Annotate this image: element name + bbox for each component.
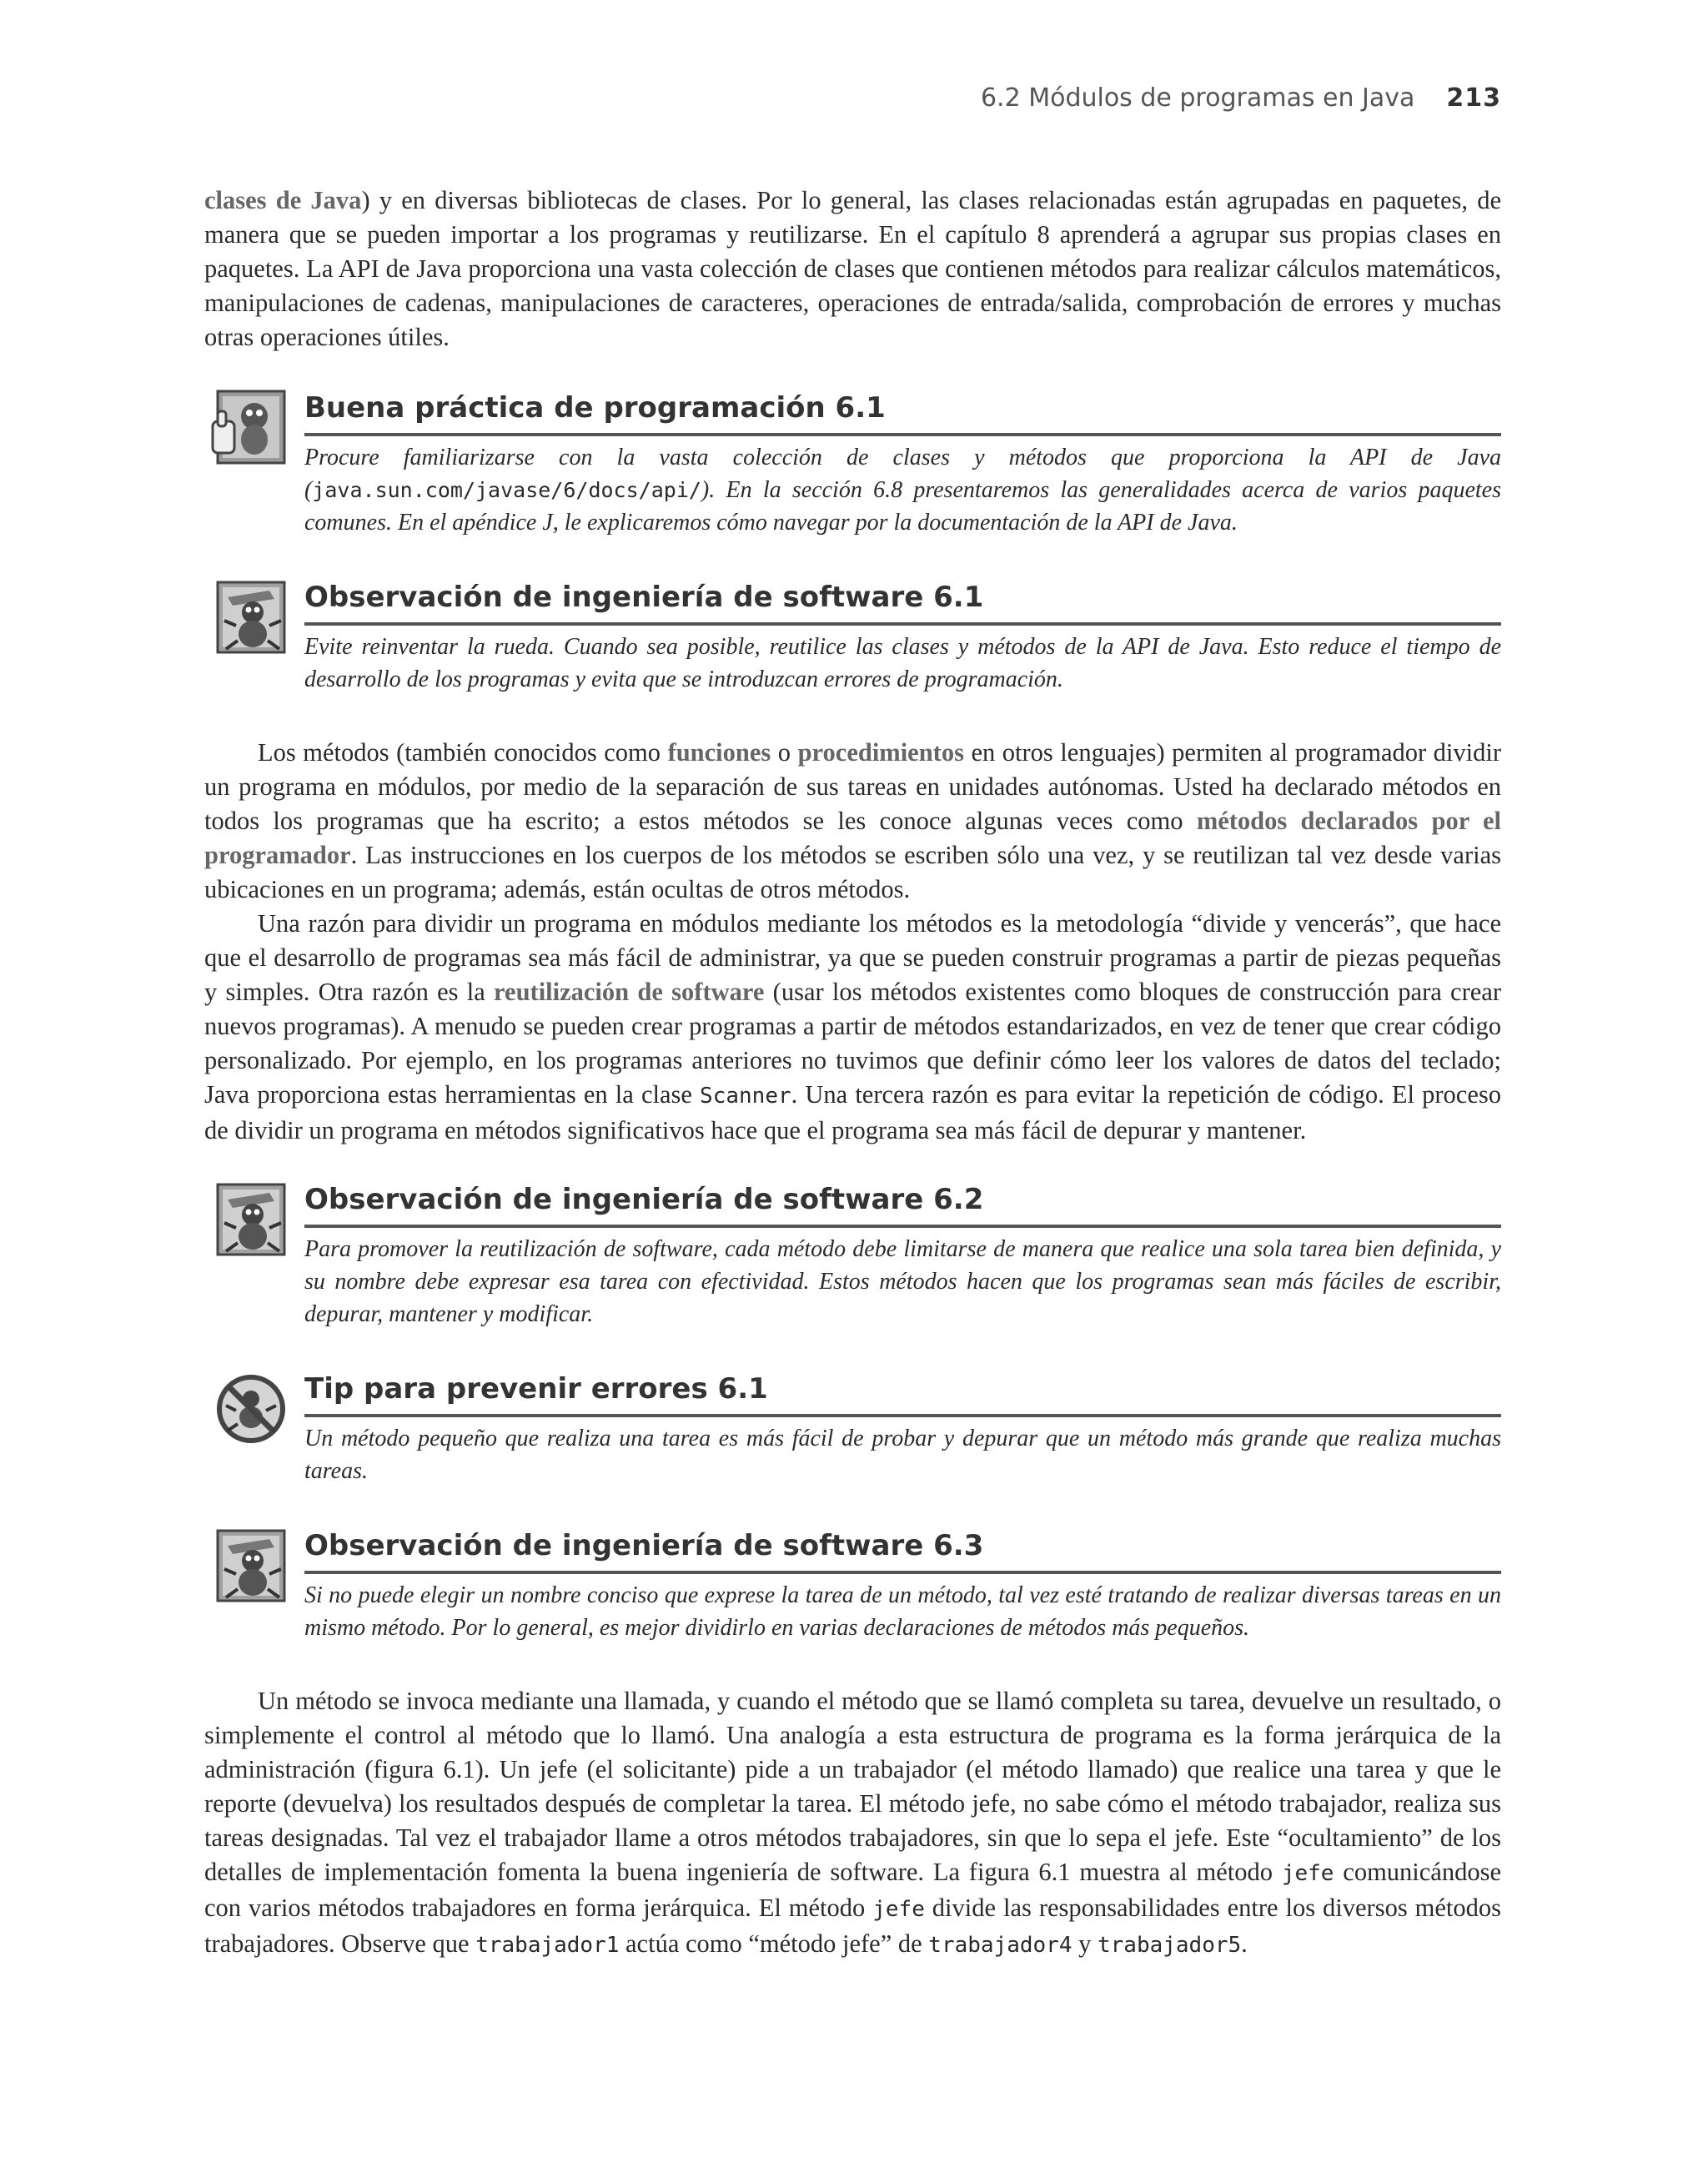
no-bug-icon xyxy=(211,1367,288,1451)
code-trabajador1: trabajador1 xyxy=(475,1933,620,1958)
paragraph-2: Los métodos (también conocidos como funciones o procedimientos en otros lenguajes) permiten al programador dividir un programa en módulos, por medio de la separación de sus tareas en unidades autónomas. Usted ha declarado métodos en todos los programas que ha escrito; a estos métodos se les conoce algunas veces como métodos declarados por el programador. Las instrucciones en los cuerpos de los métodos se escriben sólo una vez, y se reutilizan tal vez desde varias ubicaciones en un programa; además, están ocultas de otros métodos. xyxy=(204,738,1502,903)
keyword-funciones: funciones xyxy=(667,738,771,767)
software-engineering-box xyxy=(204,579,1501,696)
keyword-reutilizacion: reutilización de software xyxy=(494,978,765,1006)
tip-body: Un método pequeño que realiza una tarea es más fácil de probar y depurar que un método más grande que realiza muchas tareas. xyxy=(304,1426,1501,1484)
tip-title: Observación de ingeniería de software 6.3 xyxy=(304,1527,1501,1574)
code-trabajador4: trabajador4 xyxy=(928,1933,1073,1958)
engineer-bug-icon xyxy=(211,1178,288,1261)
api-url: java.sun.com/javase/6/docs/api/ xyxy=(312,478,701,502)
code-scanner: Scanner xyxy=(700,1084,791,1109)
code-jefe: jefe xyxy=(872,1897,925,1922)
error-prevention-box xyxy=(204,1371,1501,1487)
running-header xyxy=(0,83,1501,113)
engineer-bug-icon xyxy=(211,1524,288,1607)
tip-title: Buena práctica de programación 6.1 xyxy=(304,390,1501,436)
thumbs-up-bug-icon xyxy=(211,386,288,470)
tip-body: Evite reinventar la rueda. Cuando sea posible, reutilice las clases y métodos de la API de Java. Esto reduce el tiempo de desarrollo de los programas y evita que se introduzcan errores de programación. xyxy=(304,634,1501,692)
page-number: 213 xyxy=(1446,83,1501,113)
software-engineering-box xyxy=(204,1181,1501,1330)
paragraph-1: clases de Java) y en diversas bibliotecas de clases. Por lo general, las clases relacionadas están agrupadas en paquetes, de manera que se pueden importar a los programas y reutilizarse. En el capítulo 8 aprenderá a agrupar sus propias clases en paquetes. La API de Java proporciona una vasta colección de clases que contienen métodos para realizar cálculos matemáticos, manipulaciones de cadenas, manipulaciones de caracteres, operaciones de entrada/salida, comprobación de errores y muchas otras operaciones útiles. xyxy=(204,186,1501,351)
good-practice-box xyxy=(204,390,1501,539)
tip-title: Observación de ingeniería de software 6.1 xyxy=(304,579,1501,626)
tip-body: Para promover la reutilización de software, cada método debe limitarse de manera que realice una sola tarea bien definida, y su nombre debe expresar esa tarea con efectividad. Estos métodos hacen que los programas sean más fáciles de escribir, depurar, mantener y modificar. xyxy=(304,1236,1501,1327)
code-jefe: jefe xyxy=(1281,1861,1334,1886)
code-trabajador5: trabajador5 xyxy=(1097,1933,1242,1958)
software-engineering-box xyxy=(204,1527,1501,1644)
keyword-procedimientos: procedimientos xyxy=(797,738,964,767)
engineer-bug-icon xyxy=(211,576,288,659)
paragraph-4: Un método se invoca mediante una llamada, y cuando el método que se llamó completa su tarea, devuelve un resultado, o simplemente el control al método que lo llamó. Una analogía a esta estructura de programa es la forma jerárquica de la administración (figura 6.1). Un jefe (el solicitante) pide a un trabajador (el método llamado) que realice una tarea y que le reporte (devuelva) los resultados después de completar la tarea. El método jefe, no sabe cómo el método trabajador, realiza sus tareas designadas. Tal vez el trabajador llame a otros métodos trabajadores, sin que lo sepa el jefe. Este “ocultamiento” de los detalles de implementación fomenta la buena ingeniería de software. La figura 6.1 muestra al método jefe comunicándose con varios métodos trabajadores en forma jerárquica. El método jefe divide las responsabilidades entre los diversos métodos trabajadores. Observe que trabajador1 actúa como “método jefe” de trabajador4 y trabajador5. xyxy=(204,1687,1502,1958)
tip-body: Si no puede elegir un nombre conciso que exprese la tarea de un método, tal vez esté tratando de realizar diversas tareas en un mismo método. Por lo general, es mejor dividirlo en varias declaraciones de métodos más pequeños. xyxy=(304,1582,1501,1641)
keyword-clases-de-java: clases de Java xyxy=(204,186,362,214)
keyword-metodos-declarados: métodos declarados por el programador xyxy=(204,807,1502,869)
tip-title: Observación de ingeniería de software 6.2 xyxy=(304,1181,1501,1228)
tip-title: Tip para prevenir errores 6.1 xyxy=(304,1371,1501,1417)
section-title: 6.2 Módulos de programas en Java xyxy=(980,83,1415,113)
paragraph-3: Una razón para dividir un programa en módulos mediante los métodos es la metodología “divide y vencerás”, que hace que el desarrollo de programas sea más fácil de administrar, ya que se pueden construir programas a partir de piezas pequeñas y simples. Otra razón es la reutilización de software (usar los métodos existentes como bloques de construcción para crear nuevos programas). A menudo se pueden crear programas a partir de métodos estandarizados, en vez de tener que crear código personalizado. Por ejemplo, en los programas anteriores no tuvimos que definir cómo leer los valores de datos del teclado; Java proporciona estas herramientas en la clase Scanner. Una tercera razón es para evitar la repetición de código. El proceso de dividir un programa en métodos significativos hace que el programa sea más fácil de depurar y mantener. xyxy=(204,909,1501,1144)
tip-body: Procure familiarizarse con la vasta colección de clases y métodos que proporciona la API de Java (java.sun.com/javase/6/docs/api/). En la sección 6.8 presentaremos las generalidades acerca de varios paquetes comunes. En el apéndice J, le explicaremos cómo navegar por la documentación de la API de Java. xyxy=(304,445,1501,536)
page-body xyxy=(204,184,1501,1963)
